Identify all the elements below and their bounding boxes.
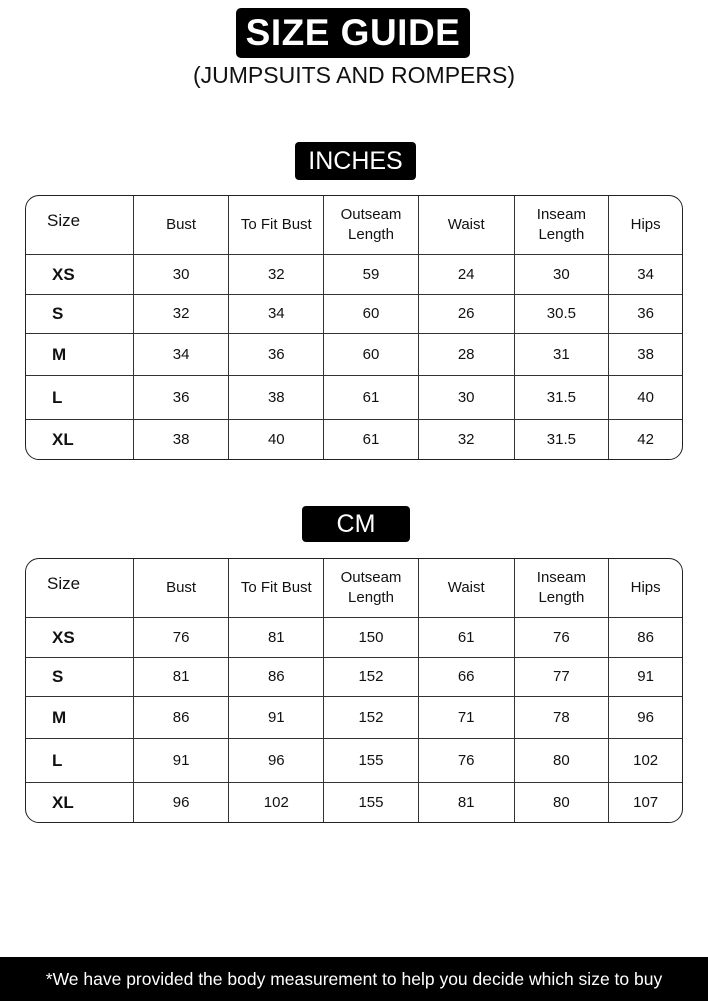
table-row: [26, 618, 682, 658]
table-cell: 71: [419, 697, 515, 738]
size-label-cell: M: [26, 697, 134, 738]
size-label-cell: L: [26, 376, 134, 419]
table-cell: 40: [637, 388, 654, 406]
size-label-cell: S: [26, 658, 134, 696]
table-cell: 34: [229, 295, 324, 333]
table-row: [26, 255, 682, 295]
table-cell: 78: [515, 697, 610, 738]
table-cell: 77: [515, 658, 610, 696]
table-cell: 60: [324, 295, 419, 333]
table-cell: 36: [229, 334, 324, 375]
table-cell: 152: [324, 658, 419, 696]
size-label-cell: S: [26, 295, 134, 333]
header-cell-size: Size: [26, 559, 134, 617]
table-cell: 80: [515, 783, 610, 822]
table-cell: 91: [229, 697, 324, 738]
table-row: [26, 739, 682, 783]
table-cell: 40: [229, 420, 324, 459]
header-cell-outseam-length: Outseam Length: [324, 196, 419, 254]
table-cell: 76: [515, 618, 610, 657]
table-row: [26, 334, 682, 376]
table-row: [26, 658, 682, 697]
table-cell: 155: [324, 783, 419, 822]
table-cell: 34: [134, 334, 230, 375]
table-cell: 80: [515, 739, 610, 782]
table-cell: 61: [324, 420, 419, 459]
table-cell: 150: [324, 618, 419, 657]
header-cell-hips: Hips: [630, 216, 661, 233]
table-cell: 76: [419, 739, 515, 782]
table-cell: 32: [419, 420, 515, 459]
table-cell: 86: [637, 628, 654, 646]
table-cell: 81: [419, 783, 515, 822]
table-cell: 38: [134, 420, 230, 459]
unit-label-cm: CM: [302, 506, 410, 542]
table-cell: 30: [515, 255, 610, 294]
table-cell: 30: [134, 255, 230, 294]
size-label-cell: XL: [26, 420, 134, 459]
table-cell: 36: [637, 305, 654, 322]
table-cell: 42: [637, 430, 654, 448]
size-label-cell: L: [26, 739, 134, 782]
table-cell: 152: [324, 697, 419, 738]
table-cell: 31.5: [515, 376, 610, 419]
table-cell: 31.5: [515, 420, 610, 459]
header-cell-waist: Waist: [419, 559, 515, 617]
table-cell: 96: [134, 783, 230, 822]
table-cell: 107: [633, 793, 659, 811]
table-cell: 86: [229, 658, 324, 696]
table-cell: 66: [419, 658, 515, 696]
header-cell-to-fit-bust: To Fit Bust: [229, 559, 324, 617]
table-cell: 86: [134, 697, 230, 738]
table-cell: 96: [229, 739, 324, 782]
table-cell: 61: [324, 376, 419, 419]
header-cell-inseam-length: Inseam Length: [515, 559, 610, 617]
size-table-inches: [25, 195, 683, 460]
table-cell: 31: [515, 334, 610, 375]
table-cell: 30.5: [515, 295, 610, 333]
table-cell: 24: [419, 255, 515, 294]
footer-note: *We have provided the body measurement to help you decide which size to buy: [0, 957, 708, 1001]
header-cell-inseam-length: Inseam Length: [515, 196, 610, 254]
table-cell: 28: [419, 334, 515, 375]
size-label-cell: XS: [26, 618, 134, 657]
table-row: [26, 697, 682, 739]
table-cell: 102: [229, 783, 324, 822]
table-cell: 59: [324, 255, 419, 294]
size-label-cell: XS: [26, 255, 134, 294]
table-header-row: [26, 196, 682, 255]
table-cell: 34: [637, 265, 654, 283]
size-label-cell: M: [26, 334, 134, 375]
table-cell: 96: [637, 708, 654, 726]
header-cell-hips: Hips: [630, 579, 661, 596]
table-cell: 30: [419, 376, 515, 419]
header-cell-waist: Waist: [419, 196, 515, 254]
table-cell: 60: [324, 334, 419, 375]
size-label-cell: XL: [26, 783, 134, 822]
table-cell: 36: [134, 376, 230, 419]
table-row: [26, 376, 682, 420]
table-cell: 38: [229, 376, 324, 419]
header-cell-to-fit-bust: To Fit Bust: [229, 196, 324, 254]
table-row: [26, 783, 682, 822]
header-cell-bust: Bust: [134, 196, 230, 254]
table-cell: 91: [637, 668, 654, 685]
table-row: [26, 295, 682, 334]
table-cell: 26: [419, 295, 515, 333]
header-cell-size: Size: [26, 196, 134, 254]
table-row: [26, 420, 682, 459]
table-cell: 81: [229, 618, 324, 657]
header-cell-outseam-length: Outseam Length: [324, 559, 419, 617]
page-subtitle: (JUMPSUITS AND ROMPERS): [192, 62, 516, 88]
header-cell-bust: Bust: [134, 559, 230, 617]
table-cell: 155: [324, 739, 419, 782]
page-title: SIZE GUIDE: [236, 8, 470, 58]
table-cell: 91: [134, 739, 230, 782]
table-cell: 81: [134, 658, 230, 696]
table-cell: 32: [229, 255, 324, 294]
table-cell: 38: [637, 345, 654, 363]
table-cell: 102: [633, 751, 659, 769]
table-cell: 61: [419, 618, 515, 657]
table-cell: 76: [134, 618, 230, 657]
table-header-row: [26, 559, 682, 618]
unit-label-inches: INCHES: [295, 142, 416, 180]
table-cell: 32: [134, 295, 230, 333]
size-table-cm: [25, 558, 683, 823]
